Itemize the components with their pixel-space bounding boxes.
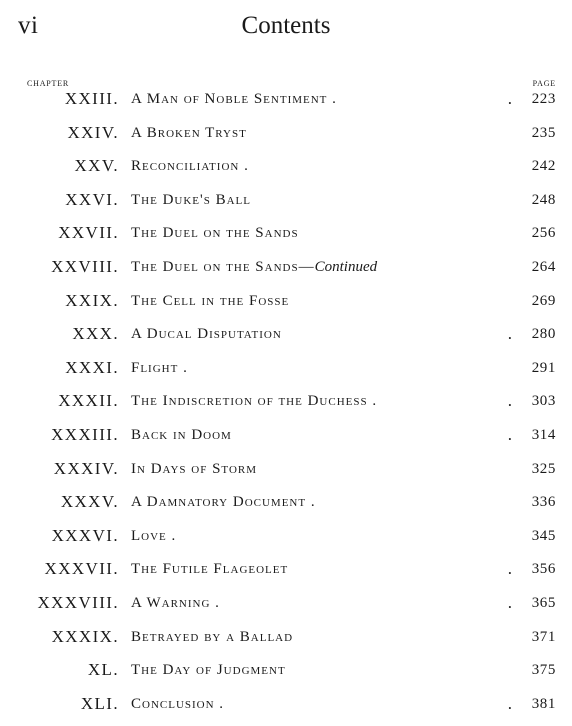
- chapter-title-text: A Warning .: [131, 594, 220, 611]
- chapter-number: XXIV.: [67, 122, 119, 142]
- page-number: 248: [531, 191, 556, 208]
- chapter-title: [131, 696, 224, 713]
- chapter-number: XXXIII.: [51, 424, 119, 444]
- chapter-number: XL.: [87, 660, 119, 680]
- chapter-title: [131, 595, 220, 612]
- contents-entry: [0, 155, 572, 189]
- chapter-number: XXXII.: [58, 391, 119, 411]
- chapter-title: [131, 125, 247, 142]
- chapter-number: XXV.: [74, 156, 119, 176]
- page-number: 314: [531, 426, 556, 443]
- chapter-number: XXXV.: [60, 492, 119, 512]
- chapter-title: [131, 427, 232, 444]
- contents-entry: [0, 626, 572, 660]
- page-number: 375: [531, 662, 556, 679]
- page-number: 365: [531, 594, 556, 611]
- chapter-title: [131, 91, 337, 108]
- page-number: 256: [531, 225, 556, 242]
- chapter-title: [131, 494, 316, 511]
- chapter-title: [131, 158, 249, 175]
- chapter-title: [131, 629, 293, 646]
- leader-dot: .: [507, 89, 512, 108]
- chapter-number: XXXIX.: [51, 626, 119, 646]
- contents-entry: [0, 256, 572, 290]
- contents-entry: [0, 323, 572, 357]
- chapter-title-text: A Damnatory Document .: [131, 494, 316, 511]
- chapter-number: XLI.: [80, 693, 119, 713]
- contents-entry: [0, 525, 572, 559]
- chapter-title-text: The Futile Flageolet: [131, 561, 289, 578]
- chapter-title-text: The Duel on the Sands: [131, 225, 299, 242]
- contents-entry: [0, 458, 572, 492]
- chapter-number: XXX.: [72, 324, 119, 344]
- chapter-number: XXVI.: [65, 189, 119, 209]
- chapter-title-text: Flight .: [131, 359, 188, 376]
- chapter-title: [131, 326, 282, 343]
- contents-entry: [0, 424, 572, 458]
- page-number: 325: [531, 460, 556, 477]
- chapter-title-text: The Duel on the Sands—: [131, 258, 315, 275]
- chapter-title-text: Betrayed by a Ballad: [131, 628, 294, 645]
- leader-dot: .: [507, 693, 512, 713]
- contents-entry: [0, 88, 572, 122]
- chapter-number: XXXVIII.: [37, 592, 119, 612]
- chapter-title-italic: Continued: [314, 258, 378, 275]
- contents-list: [0, 88, 572, 726]
- page-number: 291: [531, 359, 556, 376]
- page-number: 235: [531, 124, 556, 141]
- chapter-title-text: A Broken Tryst: [131, 124, 247, 141]
- page-column-header: PAGE: [532, 79, 556, 88]
- page-title: Contents: [241, 12, 331, 39]
- chapter-title-text: The Cell in the Fosse: [131, 292, 290, 309]
- chapter-title: [131, 528, 176, 545]
- contents-entry: [0, 592, 572, 626]
- chapter-title: [131, 192, 251, 209]
- chapter-number: XXXVI.: [51, 525, 119, 545]
- chapter-title-text: The Indiscretion of the Duchess .: [131, 393, 378, 410]
- chapter-number: XXXVII.: [44, 559, 119, 579]
- chapter-title-text: A Ducal Disputation: [131, 326, 282, 343]
- leader-dot: .: [507, 324, 512, 344]
- contents-entry: [0, 189, 572, 223]
- page-folio: vi: [18, 12, 39, 39]
- chapter-title-text: The Duke's Ball: [131, 191, 251, 208]
- chapter-title: [131, 461, 257, 478]
- page-number: 303: [531, 393, 556, 410]
- chapter-number: XXIII.: [64, 89, 119, 108]
- chapter-number: XXXIV.: [53, 458, 119, 478]
- contents-entry: [0, 558, 572, 592]
- chapter-number: XXXI.: [65, 357, 119, 377]
- chapter-title: [131, 259, 377, 276]
- chapter-title: [131, 561, 288, 578]
- page-number: 356: [531, 561, 556, 578]
- chapter-title-text: The Day of Judgment: [131, 662, 286, 679]
- chapter-title: [131, 360, 188, 377]
- chapter-column-header: CHAPTER: [27, 79, 70, 88]
- chapter-title: [131, 293, 289, 310]
- chapter-number: XXVII.: [58, 223, 119, 243]
- chapter-title-text: Reconciliation .: [131, 158, 249, 175]
- page-number: 242: [531, 158, 556, 175]
- page-number: 345: [531, 527, 556, 544]
- contents-entry: [0, 659, 572, 693]
- contents-entry: [0, 290, 572, 324]
- page-number: 269: [531, 292, 556, 309]
- page-number: 336: [531, 494, 556, 511]
- chapter-title-text: Back in Doom: [131, 426, 232, 443]
- chapter-title-text: A Man of Noble Sentiment .: [131, 91, 337, 107]
- chapter-title-text: In Days of Storm: [131, 460, 258, 477]
- leader-dot: .: [507, 391, 512, 411]
- contents-entry: [0, 357, 572, 391]
- page-number: 223: [531, 91, 556, 107]
- leader-dot: .: [507, 592, 512, 612]
- chapter-title: [131, 393, 377, 410]
- chapter-number: XXIX.: [65, 290, 119, 310]
- contents-entry: [0, 390, 572, 424]
- contents-entry: [0, 222, 572, 256]
- contents-entry: [0, 491, 572, 525]
- chapter-title: [131, 662, 286, 679]
- page-number: 381: [531, 695, 556, 712]
- chapter-title: [131, 225, 299, 242]
- leader-dot: .: [507, 559, 512, 579]
- contents-entry: [0, 693, 572, 726]
- leader-dot: .: [507, 424, 512, 444]
- page-number: 371: [531, 628, 556, 645]
- chapter-title-text: Conclusion .: [131, 695, 225, 712]
- chapter-number: XXVIII.: [51, 256, 119, 276]
- contents-entry: [0, 122, 572, 156]
- chapter-title-text: Love .: [131, 527, 177, 544]
- page-number: 264: [531, 258, 556, 275]
- page-number: 280: [531, 326, 556, 343]
